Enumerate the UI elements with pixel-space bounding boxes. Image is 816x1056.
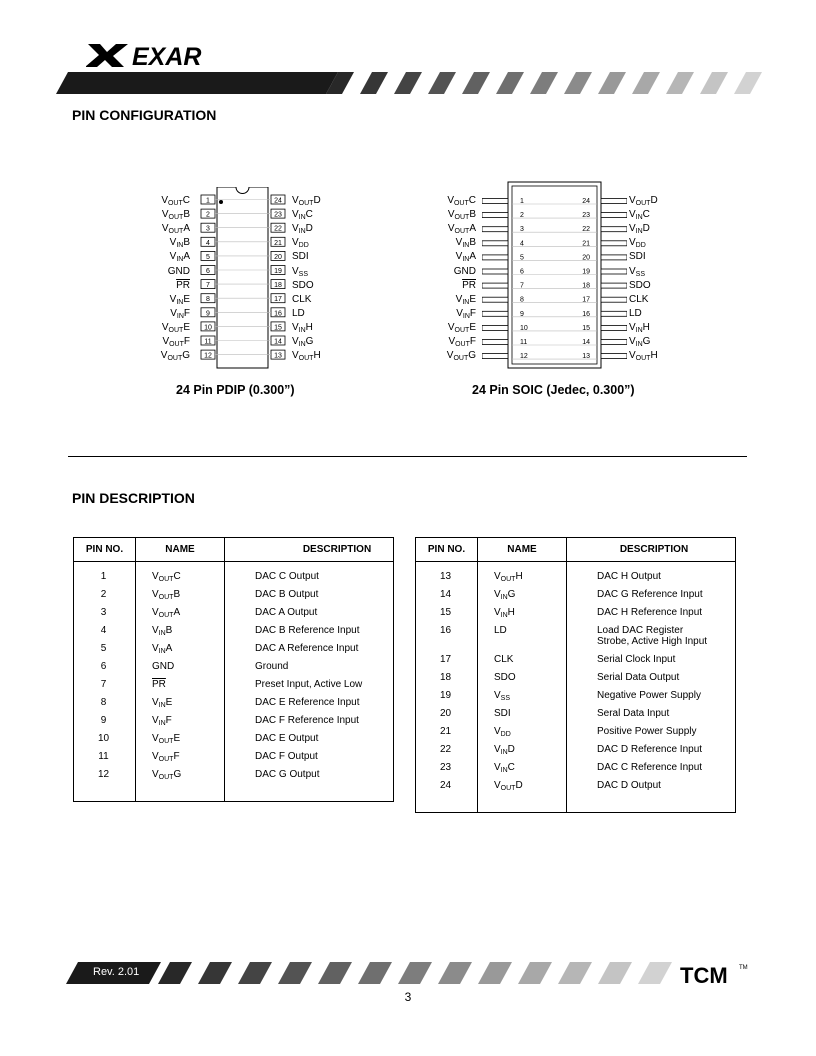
pin-number: 14	[582, 339, 590, 346]
pin-description-cell: DAC B Reference Input	[255, 625, 360, 636]
table-row	[416, 744, 736, 762]
pin-no-cell: 4	[74, 625, 136, 643]
pin-name: $V_{DD}$	[629, 237, 646, 250]
pin-name: $V_{IN}G$	[629, 336, 651, 348]
pin-label-right	[292, 281, 314, 291]
pin-description-cell: Serial Data Output	[597, 672, 680, 683]
pin-no-cell: 19	[416, 690, 478, 708]
pin-number: 6	[520, 268, 524, 276]
pin-no-cell: 18	[416, 672, 478, 690]
pin-name: $\overline{PR}$	[462, 279, 476, 291]
pin-name: $V_{IN}H$	[292, 321, 313, 334]
section-divider	[68, 456, 747, 457]
pin-label-left	[426, 351, 476, 361]
pin-label-left	[140, 351, 190, 361]
pin-name-cell	[478, 589, 567, 607]
pin-name: LD	[629, 307, 642, 319]
pin-label-right	[292, 309, 305, 319]
pin-description-table-right	[415, 537, 736, 813]
pin-label-left	[140, 252, 190, 262]
pin-description-cell: DAC A Reference Input	[255, 643, 359, 654]
pin-name: $V_{IN}G$	[494, 589, 516, 601]
pin-name: $V_{OUT}H$	[292, 350, 321, 363]
revision-label: Rev. 2.01	[93, 966, 140, 978]
pin-label-right	[629, 323, 650, 333]
pin-name: $\overline{PR}$	[152, 679, 166, 690]
pin-no-cell: 9	[74, 715, 136, 733]
table-row	[74, 715, 394, 733]
pin-no-cell: 22	[416, 744, 478, 762]
pin-name-cell	[136, 571, 225, 589]
pin-no-cell: 1	[74, 571, 136, 589]
pin-name-cell	[136, 625, 225, 643]
pin-number: 23	[274, 211, 282, 219]
pin-name: $V_{IN}A$	[169, 251, 190, 264]
pin-no-cell: 14	[416, 589, 478, 607]
pin-name-cell	[136, 589, 225, 607]
pin-no-cell: 13	[416, 571, 478, 589]
col-header-pin-no: PIN NO.	[74, 538, 136, 562]
pin-name: CLK	[292, 293, 312, 305]
table-row	[416, 571, 736, 589]
pin-name: $V_{OUT}E$	[447, 321, 476, 334]
pin-name: $V_{IN}F$	[152, 715, 172, 727]
table-row	[416, 762, 736, 780]
pin-number: 12	[204, 352, 212, 360]
pin-name: $V_{OUT}A$	[447, 223, 476, 236]
pin-no-cell: 24	[416, 780, 478, 798]
table-row	[416, 726, 736, 744]
pin-name: SDI	[292, 251, 309, 263]
pin-name: $V_{IN}C$	[292, 209, 313, 222]
pin-number: 11	[204, 338, 212, 346]
pin-no-cell: 16	[416, 625, 478, 654]
pin-name: $V_{SS}$	[629, 265, 646, 278]
pin-name: $V_{OUT}F$	[152, 751, 180, 763]
trademark-mark: TM	[739, 965, 748, 971]
pin-label-right	[292, 295, 311, 305]
pin-name-cell	[478, 607, 567, 625]
col-header-description: DESCRIPTION	[225, 538, 394, 562]
pin-name: SDO	[494, 672, 516, 683]
pin-label-left	[426, 252, 476, 262]
pin-name-cell	[136, 733, 225, 751]
pin-name: $V_{IN}B$	[169, 237, 190, 250]
pin-description-cell: Ground	[255, 661, 289, 672]
pin-name: $V_{OUT}A$	[161, 223, 190, 236]
pin-name-cell	[478, 690, 567, 708]
pin-number: 7	[520, 282, 524, 290]
exar-logo	[86, 40, 214, 70]
pin-number: 22	[582, 226, 590, 234]
pin-name: $V_{IN}C$	[629, 209, 650, 222]
pin-label-left	[140, 309, 190, 319]
pin-label-right	[292, 238, 309, 248]
pin-number: 19	[582, 268, 590, 276]
pin-name-cell	[478, 762, 567, 780]
pin-name: $V_{IN}H$	[494, 607, 515, 619]
pin-number: 2	[206, 211, 210, 219]
pin-name: $V_{IN}F$	[170, 307, 190, 320]
pin-label-left	[140, 224, 190, 234]
pin-name: $V_{OUT}H$	[494, 571, 523, 583]
pin-no-cell: 23	[416, 762, 478, 780]
pin-number: 23	[582, 212, 590, 220]
pin-label-left	[140, 210, 190, 220]
pin-label-right	[292, 210, 313, 220]
pdip-caption: 24 Pin PDIP (0.300”)	[176, 383, 295, 397]
pin-description-cell: DAC D Reference Input	[597, 744, 703, 755]
pin-name-cell	[136, 751, 225, 769]
pin-name: $V_{IN}D$	[629, 223, 650, 236]
pin-description-cell: DAC E Reference Input	[255, 697, 360, 708]
pin-name: $V_{IN}A$	[152, 643, 173, 655]
pin-number: 21	[582, 240, 590, 248]
pin-label-right	[292, 196, 321, 206]
footer-stripe-band	[66, 962, 686, 984]
pin-name: $V_{DD}$	[292, 237, 309, 250]
pin-number: 2	[520, 212, 524, 220]
table-row	[74, 643, 394, 661]
pin-description-cell: DAC H Output	[597, 571, 661, 582]
pin-name-cell	[478, 744, 567, 762]
pin-no-cell: 20	[416, 708, 478, 726]
pin-number: 18	[274, 282, 282, 290]
pin-description-cell: DAC B Output	[255, 589, 319, 600]
pin-label-right	[629, 295, 648, 305]
pin-label-left	[140, 323, 190, 333]
pin-name: $V_{OUT}D$	[629, 195, 658, 207]
pin-description-cell: DAC D Output	[597, 780, 661, 791]
pin-name: $V_{SS}$	[494, 690, 511, 702]
pin-name: $V_{OUT}H$	[629, 350, 658, 363]
pin-label-right	[629, 351, 658, 361]
pin-number: 4	[206, 239, 210, 247]
pin-name-cell	[478, 708, 567, 726]
table-row	[74, 679, 394, 697]
pin-label-right	[292, 351, 321, 361]
pin-no-cell: 11	[74, 751, 136, 769]
pin-name: $V_{OUT}C$	[152, 571, 181, 583]
tcm-logo-text: TCM	[680, 963, 728, 988]
pin-number: 24	[582, 198, 590, 205]
header-stripe-band	[56, 72, 764, 94]
pin-label-right	[292, 323, 313, 333]
pin-name-cell	[136, 715, 225, 733]
pin-description-cell: DAC C Output	[255, 571, 319, 582]
pin-number: 14	[274, 338, 282, 346]
pin-description-cell: DAC E Output	[255, 733, 319, 744]
pin-name: $V_{OUT}D$	[292, 195, 321, 207]
page-number: 3	[404, 990, 412, 1004]
pin-label-left	[426, 295, 476, 305]
pin-number: 24	[274, 197, 282, 205]
pin-name: $V_{IN}A$	[455, 251, 476, 264]
pin-label-right	[292, 267, 308, 277]
pin-number: 15	[582, 324, 590, 332]
pin-number: 10	[204, 324, 212, 332]
pin-label-right	[629, 337, 650, 347]
pin-no-cell: 7	[74, 679, 136, 697]
pin-no-cell: 6	[74, 661, 136, 679]
pin-label-left	[426, 337, 476, 347]
pin-name: SDI	[629, 251, 646, 263]
pin-description-cell: DAC G Reference Input	[597, 589, 703, 600]
col-header-name: NAME	[136, 538, 225, 562]
pin-number: 11	[520, 339, 528, 346]
pin-no-cell: 5	[74, 643, 136, 661]
pin-number: 22	[274, 225, 282, 233]
pin-description-cell: Seral Data Input	[597, 708, 670, 719]
pin-name-cell	[136, 679, 225, 697]
pin-name: $V_{OUT}G$	[446, 350, 476, 363]
col-header-name: NAME	[478, 538, 567, 562]
pin-label-right	[629, 210, 650, 220]
pin-name: $V_{OUT}E$	[152, 733, 181, 745]
pin-number: 9	[520, 310, 524, 318]
pin-label-left	[140, 267, 190, 277]
logo-text: EXAR	[132, 43, 202, 70]
pin-label-left	[140, 238, 190, 248]
pin-name: $V_{OUT}C$	[161, 195, 190, 207]
pin-description-cell: DAC G Output	[255, 769, 320, 780]
pin-number: 13	[274, 352, 282, 360]
pin-number: 10	[520, 324, 528, 332]
pin-description-cell: DAC H Reference Input	[597, 607, 703, 618]
pin-name: $V_{OUT}F$	[162, 336, 190, 348]
table-row	[74, 697, 394, 715]
pin-label-left	[426, 309, 476, 319]
table-row	[74, 571, 394, 589]
pin-number: 9	[206, 310, 210, 318]
pin-number: 21	[274, 239, 282, 247]
pin-number: 16	[274, 310, 282, 318]
pin-name: $V_{OUT}D$	[494, 780, 523, 792]
pin-name: $V_{OUT}F$	[448, 336, 476, 348]
pin-name: GND	[453, 265, 476, 277]
pin-name: $V_{OUT}B$	[152, 589, 181, 601]
table-row	[74, 751, 394, 769]
pin-number: 3	[206, 225, 210, 233]
pin-label-right	[629, 267, 645, 277]
pin-number: 1	[520, 198, 524, 205]
pin-no-cell: 21	[416, 726, 478, 744]
pin-number: 20	[582, 254, 590, 262]
pin-name-cell	[478, 654, 567, 672]
table-row	[74, 661, 394, 679]
table-row	[416, 607, 736, 625]
table-row	[416, 672, 736, 690]
pin-name-cell	[136, 697, 225, 715]
pin-label-right	[292, 337, 313, 347]
pin-number: 13	[582, 353, 590, 361]
pin-name: SDO	[629, 279, 651, 291]
pin-no-cell: 17	[416, 654, 478, 672]
pin-label-left	[140, 196, 190, 206]
pin-name: $V_{OUT}C$	[447, 195, 476, 207]
pin-name: CLK	[494, 654, 514, 665]
pin-label-left	[426, 281, 476, 291]
pin-name-cell	[478, 672, 567, 690]
pin-label-right	[629, 224, 650, 234]
pin-description-cell: Load DAC Register Strobe, Active High Input	[597, 625, 708, 647]
pin-name-cell	[478, 571, 567, 589]
pin-name: LD	[292, 307, 305, 319]
pin-description-cell: Serial Clock Input	[597, 654, 676, 665]
pin-no-cell: 3	[74, 607, 136, 625]
table-row	[74, 625, 394, 643]
pdip-package-diagram	[195, 187, 295, 371]
table-row	[416, 708, 736, 726]
pin-number: 16	[582, 310, 590, 318]
pin-number: 4	[520, 240, 524, 248]
pin-no-cell: 10	[74, 733, 136, 751]
pin-name: $V_{IN}E$	[169, 293, 190, 306]
pin-name: $V_{OUT}G$	[160, 350, 190, 363]
pin-name-cell	[478, 780, 567, 798]
pin-no-cell: 15	[416, 607, 478, 625]
pin-name: $V_{OUT}G$	[152, 769, 182, 781]
pin-label-right	[629, 281, 651, 291]
pin-name: $V_{IN}F$	[456, 307, 476, 320]
pin-name: SDI	[494, 708, 511, 719]
pin-number: 1	[206, 197, 210, 205]
pin-name: $V_{IN}D$	[494, 744, 515, 756]
pin-number: 3	[520, 226, 524, 234]
pin-description-heading: PIN DESCRIPTION	[72, 490, 195, 506]
pin-name: $V_{IN}H$	[629, 321, 650, 334]
pin-name: $V_{IN}E$	[152, 697, 173, 709]
pin-number: 5	[520, 254, 524, 262]
tcm-logo	[678, 960, 748, 992]
pin-label-left	[426, 196, 476, 206]
pin-label-right	[629, 252, 646, 262]
pin-name: $V_{IN}E$	[455, 293, 476, 306]
pin-name: SDO	[292, 279, 314, 291]
pin-name-cell	[136, 643, 225, 661]
pin-number: 7	[206, 282, 210, 290]
pin-label-left	[426, 323, 476, 333]
pin-number: 17	[274, 296, 282, 304]
pin-label-left	[140, 337, 190, 347]
pin-name: $V_{OUT}B$	[161, 209, 190, 222]
pin-description-cell: DAC C Reference Input	[597, 762, 703, 773]
pin-name: $V_{IN}C$	[494, 762, 515, 774]
pin-name-cell	[136, 607, 225, 625]
pin-number: 12	[520, 353, 528, 361]
pin-number: 15	[274, 324, 282, 332]
pin-name: $V_{IN}G$	[292, 336, 314, 348]
table-row	[416, 780, 736, 798]
pin-name-cell	[136, 769, 225, 787]
pin-description-cell: DAC F Reference Input	[255, 715, 359, 726]
pin-description-table-left	[73, 537, 394, 802]
pin-description-cell: Positive Power Supply	[597, 726, 697, 737]
pin-description-cell: DAC F Output	[255, 751, 318, 762]
pin-name: $V_{IN}B$	[455, 237, 476, 250]
pin-name: $V_{OUT}E$	[161, 321, 190, 334]
pin-label-right	[629, 309, 642, 319]
pin-number: 18	[582, 282, 590, 290]
pin-number: 5	[206, 253, 210, 261]
table-row	[416, 654, 736, 672]
table-row	[416, 690, 736, 708]
pin-label-right	[292, 252, 309, 262]
pin-configuration-heading: PIN CONFIGURATION	[72, 107, 217, 123]
pin-label-left	[140, 281, 190, 291]
pin-description-cell: Negative Power Supply	[597, 690, 701, 701]
pin-label-right	[629, 238, 646, 248]
pin-number: 17	[582, 296, 590, 304]
pin-no-cell: 8	[74, 697, 136, 715]
pin-name: $V_{OUT}A$	[152, 607, 181, 619]
pin-name-cell	[136, 661, 225, 679]
pin-name: CLK	[629, 293, 649, 305]
pin-number: 8	[206, 296, 210, 304]
pin-description-cell: DAC A Output	[255, 607, 318, 618]
pin-name: $V_{OUT}B$	[447, 209, 476, 222]
pin-name: $V_{IN}B$	[152, 625, 173, 637]
table-row	[74, 607, 394, 625]
pin-label-left	[426, 224, 476, 234]
pin-name: GND	[167, 265, 190, 277]
pin-label-right	[292, 224, 313, 234]
pin-name: GND	[152, 661, 175, 672]
pin-name: $V_{SS}$	[292, 265, 309, 278]
pin-name-cell	[478, 726, 567, 744]
soic-caption: 24 Pin SOIC (Jedec, 0.300”)	[472, 383, 635, 397]
pin-label-left	[426, 238, 476, 248]
pin-no-cell: 2	[74, 589, 136, 607]
soic-package-diagram	[482, 180, 627, 370]
pin-name: $V_{IN}D$	[292, 223, 313, 236]
pin-label-left	[426, 267, 476, 277]
table-row	[416, 589, 736, 607]
pin-number: 6	[206, 268, 210, 275]
table-row	[416, 625, 736, 654]
pin-name: $\overline{PR}$	[176, 279, 190, 291]
pin-name-cell	[478, 625, 567, 654]
col-header-pin-no: PIN NO.	[416, 538, 478, 562]
table-row	[74, 733, 394, 751]
pin-number: 8	[520, 296, 524, 304]
pin-number: 19	[274, 268, 282, 275]
col-header-description: DESCRIPTION	[567, 538, 736, 562]
table-row	[74, 769, 394, 787]
pin-number: 20	[274, 253, 282, 261]
pin-label-left	[140, 295, 190, 305]
table-row	[74, 589, 394, 607]
pin-label-right	[629, 196, 658, 206]
pin-description-cell: Preset Input, Active Low	[255, 679, 363, 690]
pin-name: LD	[494, 625, 507, 636]
pin-name: $V_{DD}$	[494, 726, 511, 738]
pin-no-cell: 12	[74, 769, 136, 787]
pin-label-left	[426, 210, 476, 220]
